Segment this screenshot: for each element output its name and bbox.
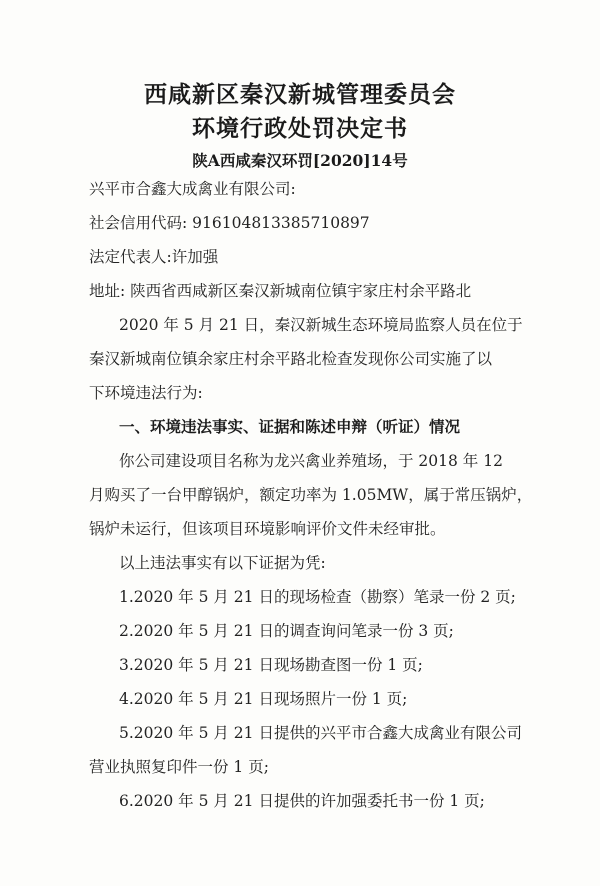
address: 地址: 陕西省西咸新区秦汉新城南位镇宇家庄村余平路北 (89, 282, 472, 300)
facts-line-2: 月购买了一台甲醇锅炉，额定功率为 1.05MW，属于常压锅炉， (89, 486, 533, 504)
facts-line-1: 你公司建设项目名称为龙兴禽业养殖场，于 2018 年 12 (119, 452, 503, 470)
evidence-item-2: 2.2020 年 5 月 21 日的调查询问笔录一份 3 页; (119, 622, 454, 640)
evidence-item-4: 4.2020 年 5 月 21 日现场照片一份 1 页; (119, 690, 408, 708)
title-line-1: 西咸新区秦汉新城管理委员会 (144, 81, 456, 108)
evidence-item-1: 1.2020 年 5 月 21 日的现场检查（勘察）笔录一份 2 页; (119, 588, 516, 606)
intro-line-3: 下环境违法行为: (89, 384, 203, 402)
facts-line-3: 锅炉未运行，但该项目环境影响评价文件未经审批。 (89, 520, 446, 538)
evidence-item-3: 3.2020 年 5 月 21 日现场勘查图一份 1 页; (119, 656, 423, 674)
evidence-item-6: 6.2020 年 5 月 21 日提供的许加强委托书一份 1 页; (119, 792, 485, 810)
evidence-item-5-line-1: 5.2020 年 5 月 21 日提供的兴平市合鑫大成禽业有限公司 (119, 724, 522, 742)
legal-representative: 法定代表人:许加强 (89, 248, 219, 266)
evidence-intro: 以上违法事实有以下证据为凭: (119, 554, 326, 572)
party-name: 兴平市合鑫大成禽业有限公司: (89, 180, 296, 198)
evidence-item-5-line-2: 营业执照复印件一份 1 页; (89, 758, 269, 776)
title-line-2: 环境行政处罚决定书 (192, 115, 408, 142)
credit-code: 社会信用代码: 916104813385710897 (89, 214, 370, 232)
intro-line-1: 2020 年 5 月 21 日，秦汉新城生态环境局监察人员在位于 (119, 316, 523, 334)
intro-line-2: 秦汉新城南位镇余家庄村余平路北检查发现你公司实施了以 (89, 350, 493, 368)
section-1-heading: 一、环境违法事实、证据和陈述申辩（听证）情况 (119, 417, 461, 436)
document-number: 陕A西咸秦汉环罚[2020]14号 (192, 151, 408, 170)
